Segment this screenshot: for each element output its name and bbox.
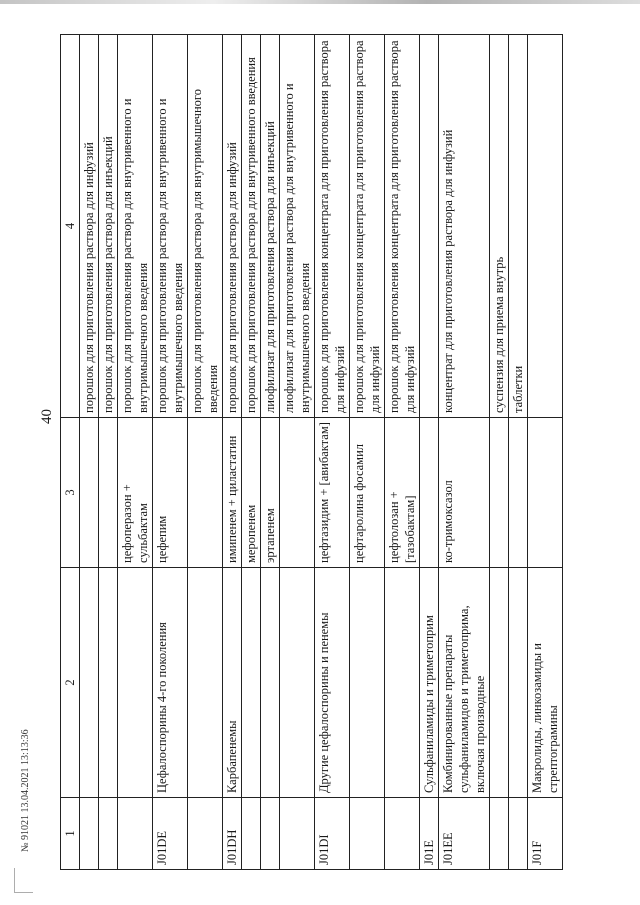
table-row: [223, 35, 242, 870]
dosage-form: таблетки: [509, 35, 528, 418]
table-row: [439, 35, 490, 870]
table-row: [242, 35, 261, 870]
document-footer: № 91021 13.04.2021 13:13:36: [20, 729, 31, 852]
scan-edge: [0, 0, 640, 4]
dosage-form: порошок для приготовления раствора для инфузий: [223, 35, 242, 418]
atc-code: [385, 798, 420, 870]
atc-code: J01EE: [439, 798, 490, 870]
atc-code: [188, 798, 223, 870]
dosage-form: лиофилизат для приготовления раствора для инъекций: [261, 35, 280, 418]
dosage-form: лиофилизат для приготовления раствора для внутривенного и внутримышечного введения: [280, 35, 315, 418]
group-name: [280, 568, 315, 798]
group-name: [118, 568, 153, 798]
table-row: [261, 35, 280, 870]
table-row: [315, 35, 350, 870]
drug-name: цефтолозан + [тазобактам]: [385, 418, 420, 568]
table-row: [509, 35, 528, 870]
atc-code: J01E: [420, 798, 439, 870]
dosage-form: порошок для приготовления раствора для внутривенного и внутримышечного введения: [118, 35, 153, 418]
group-name: [261, 568, 280, 798]
atc-code: [509, 798, 528, 870]
table-row: [490, 35, 509, 870]
atc-code: [350, 798, 385, 870]
group-name: Сульфаниламиды и триметоприм: [420, 568, 439, 798]
group-name: Карбапенемы: [223, 568, 242, 798]
table-row: [528, 35, 563, 870]
drug-name: ко-тримоксазол: [439, 418, 490, 568]
dosage-form: [420, 35, 439, 418]
header-row: [61, 35, 80, 870]
group-name: [350, 568, 385, 798]
group-name: Другие цефалоспорины и пенемы: [315, 568, 350, 798]
dosage-form: порошок для приготовления концентрата для приготовления раствора для инфузий: [350, 35, 385, 418]
drug-name: имипенем + циластатин: [223, 418, 242, 568]
drug-name: [420, 418, 439, 568]
group-name: Комбинированные препараты сульфаниламидов и триметоприма, включая производные: [439, 568, 490, 798]
table-row: [80, 35, 99, 870]
atc-code: [242, 798, 261, 870]
group-name: [242, 568, 261, 798]
group-name: [99, 568, 118, 798]
stamp-mark: [14, 868, 33, 893]
col-header-2: 2: [61, 568, 80, 798]
group-name: [490, 568, 509, 798]
dosage-form: суспензия для приема внутрь: [490, 35, 509, 418]
group-name: [80, 568, 99, 798]
atc-code: J01DI: [315, 798, 350, 870]
atc-code: J01DH: [223, 798, 242, 870]
drug-name: [188, 418, 223, 568]
drug-name: цефтаролина фосамил: [350, 418, 385, 568]
atc-code: J01F: [528, 798, 563, 870]
table-row: [420, 35, 439, 870]
drug-name: эртапенем: [261, 418, 280, 568]
drug-name: [509, 418, 528, 568]
dosage-form: порошок для приготовления раствора для инъекций: [99, 35, 118, 418]
drug-name: [490, 418, 509, 568]
atc-code: [261, 798, 280, 870]
table-row: [188, 35, 223, 870]
table-row: [280, 35, 315, 870]
group-name: [385, 568, 420, 798]
dosage-form: порошок для приготовления раствора для внутримышечного введения: [188, 35, 223, 418]
table-row: [99, 35, 118, 870]
drug-name: [280, 418, 315, 568]
page-number: 40: [39, 409, 55, 424]
atc-code: [99, 798, 118, 870]
drug-name: цефтазидим + [авибактам]: [315, 418, 350, 568]
table-row: [153, 35, 188, 870]
dosage-form: порошок для приготовления раствора для внутривенного и внутримышечного введения: [153, 35, 188, 418]
dosage-form: [528, 35, 563, 418]
col-header-4: 4: [61, 35, 80, 418]
atc-code: [490, 798, 509, 870]
rotated-table-container: [60, 35, 560, 870]
table-row: [118, 35, 153, 870]
col-header-3: 3: [61, 418, 80, 568]
group-name: [188, 568, 223, 798]
dosage-form: порошок для приготовления раствора для внутривенного введения: [242, 35, 261, 418]
drug-name: [80, 418, 99, 568]
dosage-form: порошок для приготовления концентрата для приготовления раствора для инфузий: [385, 35, 420, 418]
drug-name: цефепим: [153, 418, 188, 568]
group-name: Макролиды, линкозамиды и стрептограмины: [528, 568, 563, 798]
drug-name: меропенем: [242, 418, 261, 568]
atc-code: [80, 798, 99, 870]
group-name: Цефалоспорины 4-го поколения: [153, 568, 188, 798]
drug-name: [528, 418, 563, 568]
drug-name: [99, 418, 118, 568]
dosage-form: концентрат для приготовления раствора для инфузий: [439, 35, 490, 418]
table-row: [385, 35, 420, 870]
dosage-form: порошок для приготовления раствора для инфузий: [80, 35, 99, 418]
atc-code: [118, 798, 153, 870]
atc-code: J01DE: [153, 798, 188, 870]
drug-table: [60, 34, 563, 870]
col-header-1: 1: [61, 798, 80, 870]
drug-name: цефоперазон + сульбактам: [118, 418, 153, 568]
atc-code: [280, 798, 315, 870]
table-row: [350, 35, 385, 870]
dosage-form: порошок для приготовления концентрата для приготовления раствора для инфузий: [315, 35, 350, 418]
group-name: [509, 568, 528, 798]
